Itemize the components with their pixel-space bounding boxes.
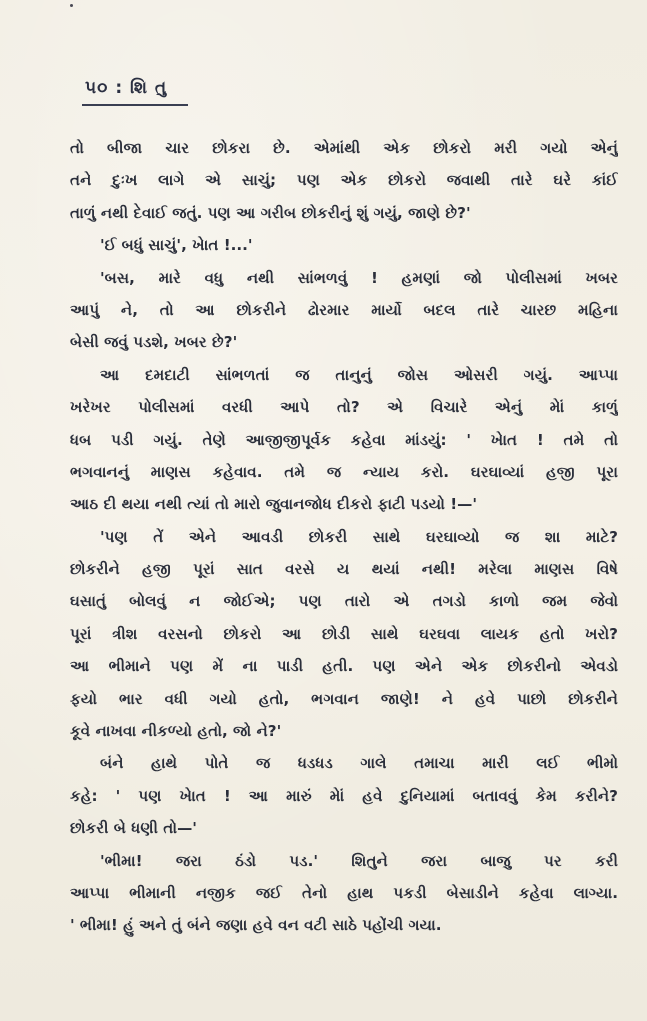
text-line: કહે: ' પણ ખેાત ! આ મારું મેાં હવે દુનિયામાં બતાવવું કેમ કરીને? bbox=[70, 786, 618, 805]
text-line: ધબ પડી ગયું. તેણે આજીજીપૂર્વક કહેવા માંડયું: ' ખેાત ! તમે તો bbox=[70, 430, 618, 449]
text-line: આ દમદાટી સાંભળતાં જ તાનુનું જોસ ઓસરી ગયું. આપ્પા bbox=[100, 365, 618, 384]
text-line: તો બીજા ચાર છોકરા છે. એમાંથી એક છોકરો મરી ગયો એનું bbox=[70, 139, 618, 157]
header-underline bbox=[82, 104, 188, 106]
text-line: ખરેખર પોલીસમાં વરધી આપે તો? એ વિચારે એનું મેાં કાળું bbox=[70, 398, 618, 417]
text-line: બંને હાથે પોતે જ ધડધડ ગાલે તમાચા મારી લઈ ભીમો bbox=[100, 754, 618, 773]
text-line: ઘસાતું બોલવું ન જોઈએ; પણ તારો એ તગડો કાળો જમ જેવો bbox=[70, 592, 618, 611]
text-line: 'ઈ બધું સાચું', ખેાત !...' bbox=[100, 236, 253, 255]
text-line: તાળું નથી દેવાઈ જતું. પણ આ ગરીબ છોકરીનું શું ગયું, જાણે છે?' bbox=[70, 203, 471, 222]
text-line: 'ભીમા! જરા ઠંડો પડ.' શિતુને જરા બાજુ પર કરી bbox=[100, 851, 618, 870]
text-line: છોકરી બે ધણી તો—' bbox=[70, 819, 197, 838]
text-line: 'બસ, મારે વધુ નથી સાંભળવું ! હમણાં જો પોલીસમાં ખબર bbox=[100, 268, 618, 287]
text-line: છોકરીને હજી પૂરાં સાત વરસે ય થયાં નથી! મરેલા માણસ વિષે bbox=[70, 560, 618, 579]
text-line: તને દુઃખ લાગે એ સાચું; પણ એક છોકરો જવાથી તારે ઘરે કાંઈ bbox=[70, 171, 618, 190]
text-line: બેસી જવું પડશે, ખબર છે?' bbox=[70, 333, 238, 352]
text-line: પૂરાં ત્રીશ વરસનો છોકરો આ છોડી સાથે ઘરઘવા લાયક હતો ખરો? bbox=[70, 624, 618, 643]
text-line: આપું ને, તો આ છોકરીને ઢોરમાર માર્યો બદલ તારે ચારછ મહિના bbox=[70, 300, 618, 319]
ink-speck bbox=[70, 4, 73, 7]
text-line: આ ભીમાને પણ મેં ના પાડી હતી. પણ એને એક છોકરીનો એવડો bbox=[70, 657, 618, 676]
text-line: ભગવાનનું માણસ કહેવાવ. તમે જ ન્યાય કરો. ઘરઘાવ્યાં હજી પૂરા bbox=[70, 462, 618, 481]
text-line: આપ્પા ભીમાની નજીક જઈ તેનો હાથ પકડી બેસાડીને કહેવા લાગ્યા. bbox=[70, 883, 618, 902]
body-text bbox=[70, 132, 618, 942]
text-line: 'પણ તેં એને આવડી છોકરી સાથે ઘરઘાવ્યો જ શા માટે? bbox=[100, 527, 618, 546]
text-line: આઠ દી થયા નથી ત્યાં તો મારો જુવાનજોધ દીકરો ફાટી પડયો !—' bbox=[70, 495, 478, 514]
page-header: ૫૦ : શિ તુ bbox=[85, 78, 168, 98]
text-line: ' ભીમા! હું અને તું બંને જણા હવે વન વટી સાઠે પહોંચી ગયા. bbox=[70, 916, 442, 935]
text-line: કૂવે નાખવા નીકળ્યો હતો, જો ને?' bbox=[70, 722, 282, 741]
text-line: ફયો ભાર વધી ગયો હતો, ભગવાન જાણે! ને હવે પાછો છોકરીને bbox=[70, 689, 618, 708]
